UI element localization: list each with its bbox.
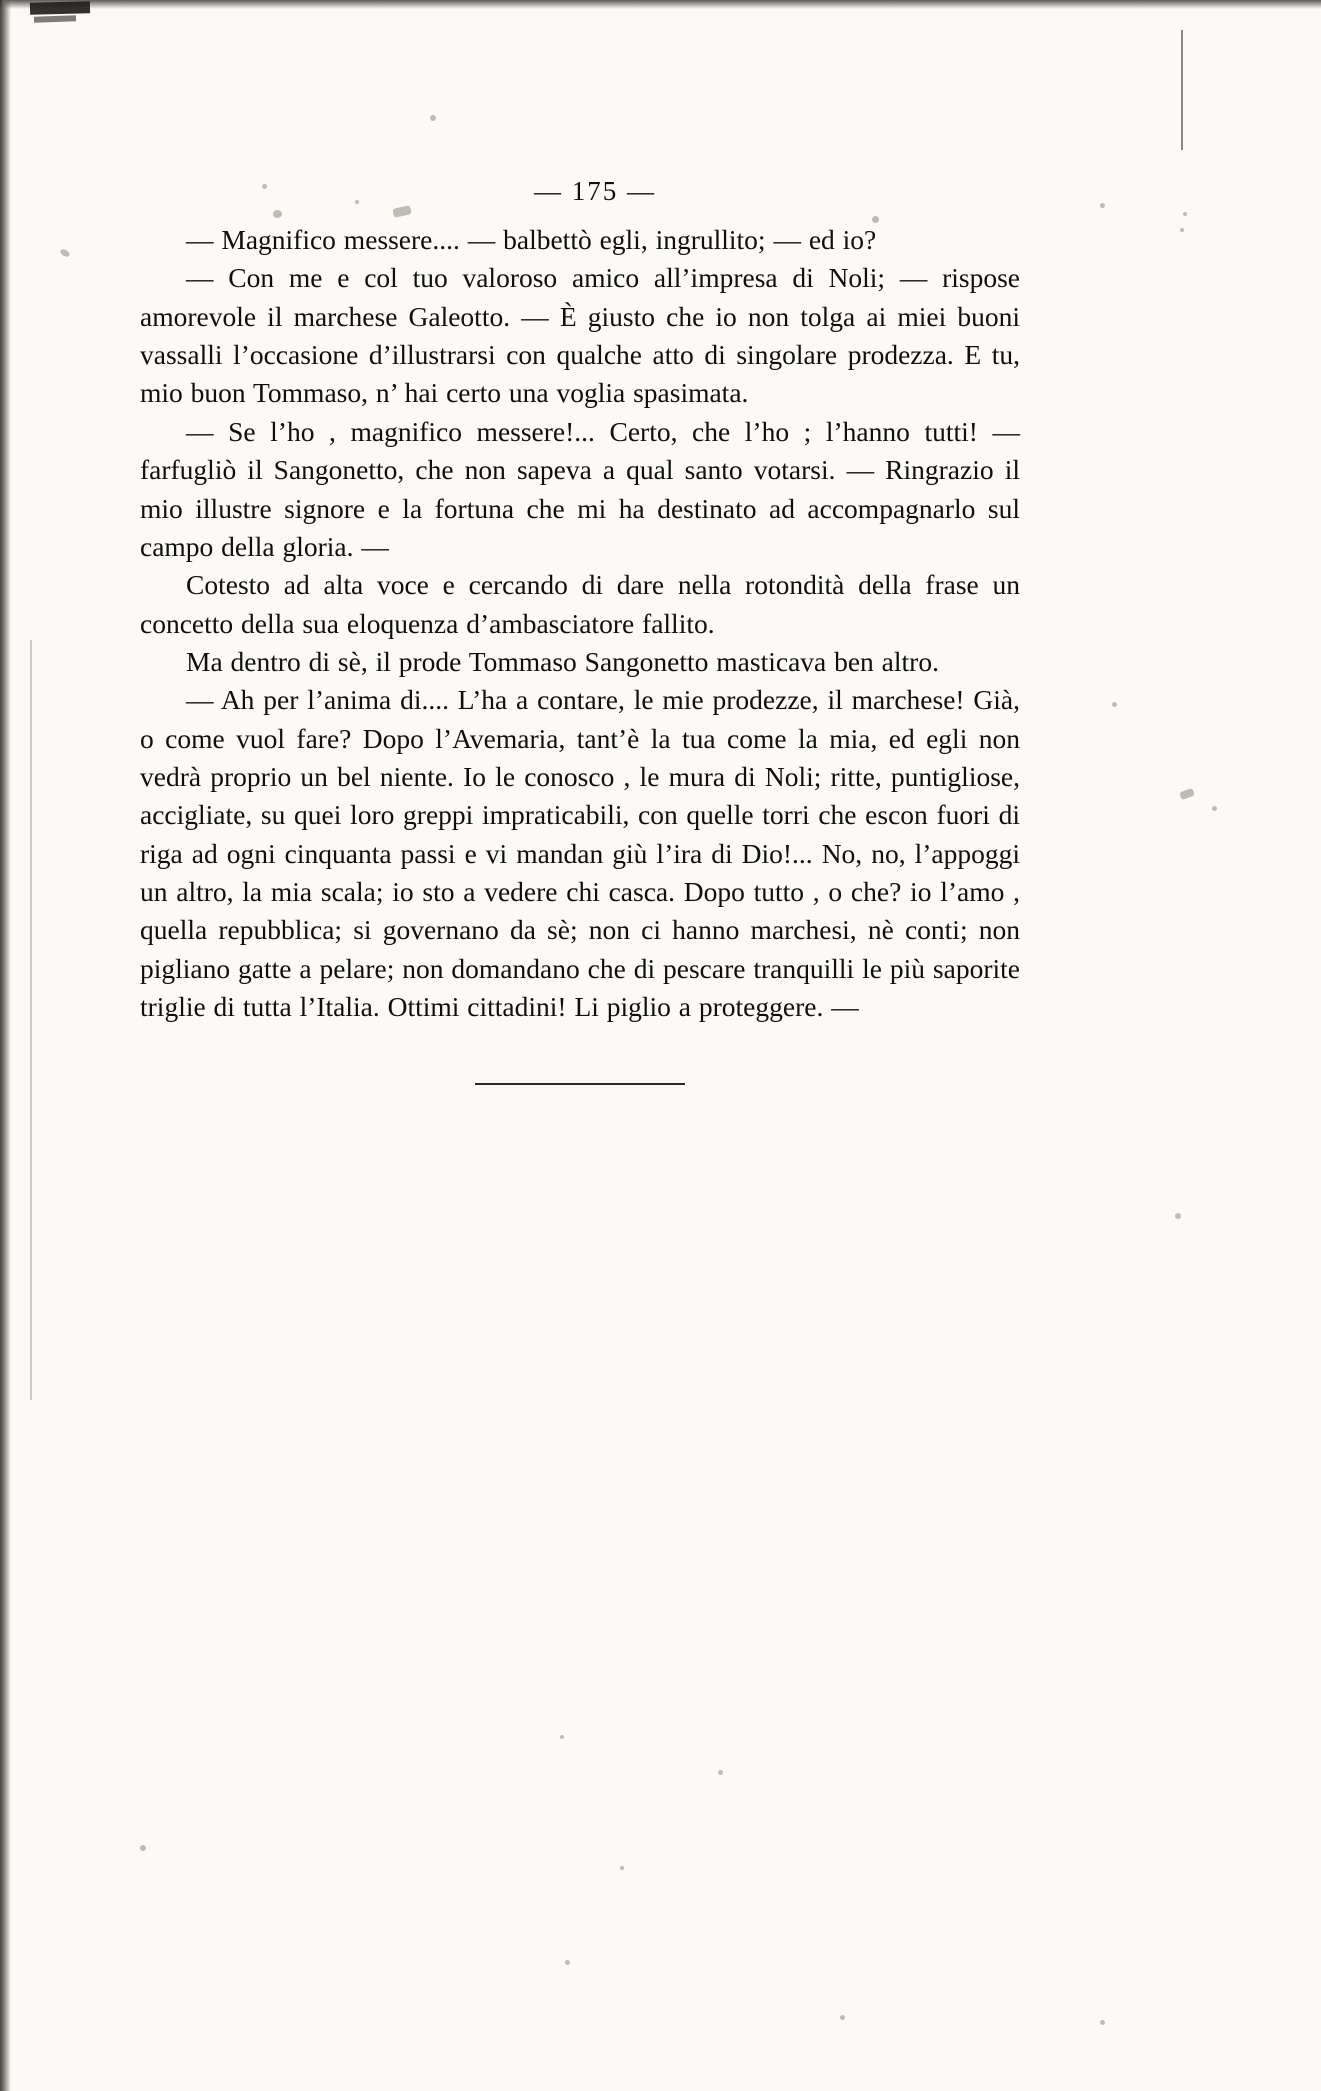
scan-edge-left — [0, 0, 11, 2091]
scan-speck — [1112, 702, 1117, 707]
paragraph: Ma dentro di sè, il prode Tommaso Sangonetto masticava ben altro. — [186, 645, 939, 677]
paragraph: — Magnifico messere.... — balbettò egli, ingrullito; — ed io? — [186, 224, 877, 255]
scan-speck — [1179, 788, 1195, 800]
scan-speck — [59, 248, 71, 258]
paragraph: — Ah per l’anima di.... L’ha a contare, le mie prodezze, il marchese! Già, o come vuol fare? Dopo l’Avemaria, tant’è la tua come la mia, ed egli non vedrà proprio un bel niente. Io le conosco , le mura di Noli; ritte, puntigliose, accigliate, su quei loro greppi impraticabili, con quelle torri che escon fuori di riga ad ogni cinquanta passi e vi mandan giù l’ira di Dio!... No, no, l’appoggi un altro, la mia scala; io sto a vedere chi casca. Dopo tutto , o che? io l’amo , quella repubblica; si governano da sè; non ci hanno marchesi, nè conti; non pigliano gatte a pelare; non domandano che di pescare tranquilli le più saporite triglie di tutta l’Italia. Ottimi cittadini! Li piglio a proteggere. — — [140, 684, 1020, 1023]
scan-speck — [1180, 228, 1184, 232]
scan-speck — [840, 2015, 845, 2020]
page-number: — 175 — — [534, 176, 656, 206]
paragraph: Cotesto ad alta voce e cercando di dare nella rotondità della frase un concetto della sua eloquenza d’ambasciatore fallito. — [140, 569, 1020, 639]
scan-speck — [1212, 806, 1217, 811]
scan-speck — [430, 115, 436, 121]
scan-speck — [1100, 2020, 1105, 2025]
scan-speck — [620, 1866, 624, 1870]
scan-speck — [1100, 203, 1105, 208]
paragraph: — Se l’ho , magnifico messere!... Certo, che l’ho ; l’hanno tutti! — farfugliò il Sangonetto, che non sapeva a qual santo votarsi. — Ringrazio il mio illustre signore e la fortuna che mi ha destinato ad accompagnarlo sul campo della gloria. — — [140, 415, 1020, 562]
scan-speck — [1183, 212, 1187, 216]
scan-edge-rule-right — [1181, 30, 1183, 150]
paragraph: — Con me e col tuo valoroso amico all’impresa di Noli; — rispose amorevole il marchese Galeotto. — È giusto che io non tolga ai miei buoni vassalli l’occasione d’illustrarsi con qualche atto di singolare prodezza. E tu, mio buon Tommaso, n’ hai certo una voglia spasimata. — [140, 262, 1020, 409]
scan-speck — [565, 1960, 570, 1965]
scan-speck — [718, 1770, 723, 1775]
scan-speck — [140, 1845, 146, 1851]
scan-corner-smudge — [30, 1, 90, 14]
scan-speck — [1175, 1213, 1181, 1219]
section-divider-rule — [475, 1083, 685, 1085]
page-text-block — [140, 176, 1020, 1085]
scan-edge-rule-left — [30, 640, 32, 1400]
scan-corner-smudge-secondary — [34, 15, 76, 22]
scan-speck — [560, 1735, 564, 1739]
scan-edge-top — [0, 0, 1321, 9]
